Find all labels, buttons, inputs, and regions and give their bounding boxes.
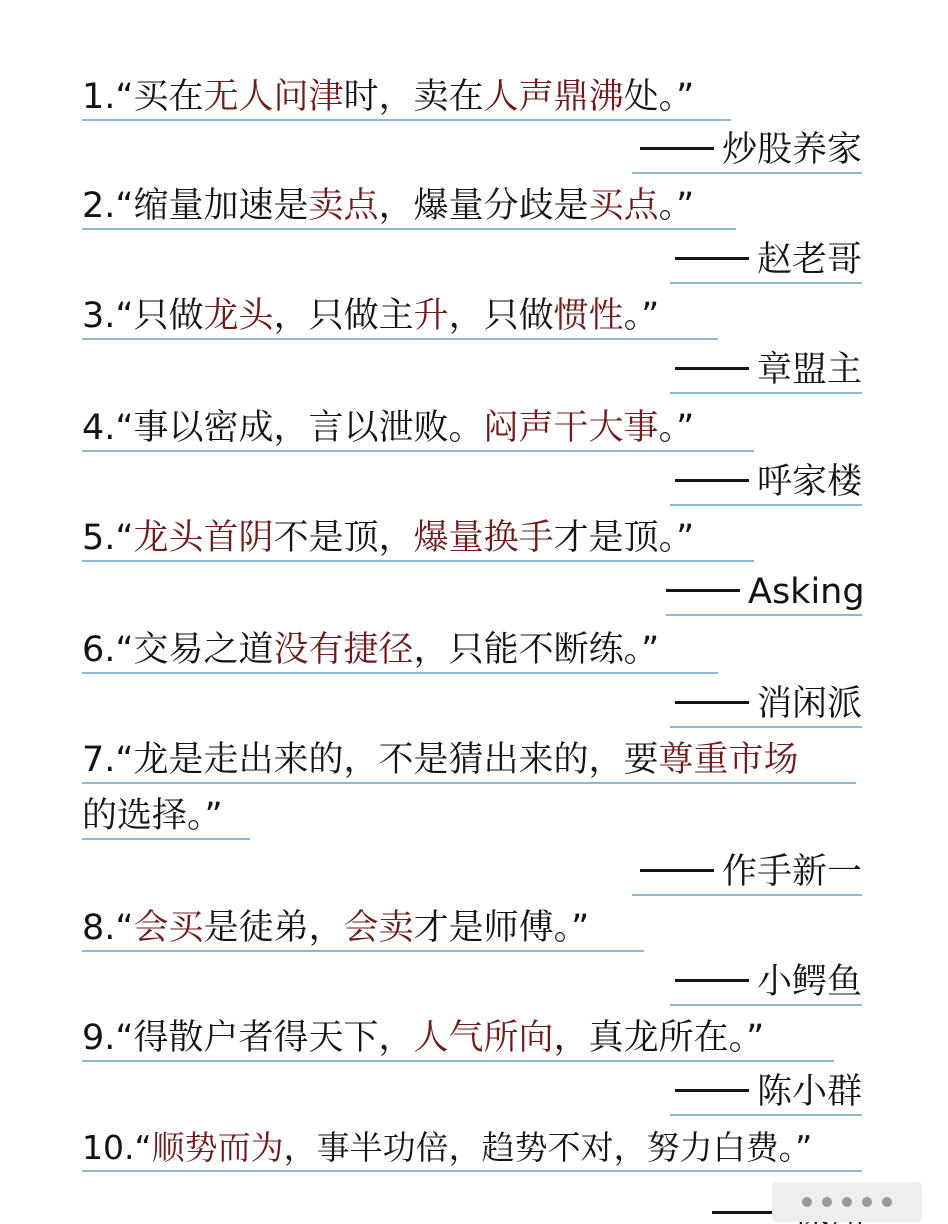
quote-highlight: 会买: [133, 908, 204, 948]
quote-highlight: 无人问津: [203, 77, 344, 117]
quote-2-author: [670, 236, 862, 284]
quote-highlight: 顺势而为: [151, 1128, 284, 1167]
em-dash: [675, 257, 749, 260]
quote-segment: 的选择。”: [82, 796, 223, 836]
quote-number: 7.: [82, 740, 116, 780]
quote-number: 8.: [82, 908, 116, 948]
quote-8-author: [670, 958, 862, 1006]
em-dash: [675, 701, 749, 704]
quote-segment: 是徒弟，: [203, 908, 344, 948]
quote-segment: “事以密成，言以泄败。: [115, 408, 484, 448]
watermark-dot: [802, 1197, 812, 1207]
author-name: 炒股养家: [721, 130, 862, 170]
quote-highlight: 卖点: [308, 186, 379, 226]
quote-highlight: 龙头: [203, 296, 274, 336]
quote-4: [82, 404, 754, 452]
quote-number: 2.: [82, 186, 116, 226]
quote-segment: ，只做: [448, 296, 554, 336]
quote-segment: ，爆量分歧是: [378, 186, 589, 226]
em-dash: [640, 147, 714, 150]
quote-segment: 。”: [623, 296, 660, 336]
watermark-dot: [882, 1197, 892, 1207]
quote-segment: “缩量加速是: [115, 186, 309, 226]
quote-3: [82, 292, 718, 340]
quote-segment: “只做: [115, 296, 204, 336]
quote-3-author: [670, 346, 862, 394]
quote-number: 1.: [82, 77, 116, 117]
quote-segment: “: [115, 518, 134, 558]
watermark-dot: [862, 1197, 872, 1207]
quote-7-author: [632, 848, 862, 896]
quote-8: [82, 904, 644, 952]
quote-highlight: 惯性: [553, 296, 624, 336]
quote-segment: ，只做主: [273, 296, 414, 336]
em-dash: [675, 367, 749, 370]
quote-segment: 才是顶。”: [553, 518, 695, 558]
watermark-overlay: [772, 1182, 922, 1222]
quote-segment: “交易之道: [115, 630, 274, 670]
quote-segment: “得散户者得天下，: [115, 1018, 414, 1058]
quote-6-author: [670, 680, 862, 728]
quote-6: [82, 626, 718, 674]
quote-segment: 。”: [658, 186, 695, 226]
quote-highlight: 人气所向: [413, 1018, 554, 1058]
quote-number: 4.: [82, 408, 116, 448]
author-name: 陈小群: [756, 1072, 862, 1112]
author-name: 赵老哥: [756, 240, 862, 280]
author-name: 呼家楼: [756, 462, 862, 502]
quote-number: 6.: [82, 630, 116, 670]
quote-5: [82, 514, 754, 562]
author-name: 小鳄鱼: [756, 962, 862, 1002]
quote-highlight: 没有捷径: [273, 630, 414, 670]
author-name: Asking: [748, 572, 865, 612]
em-dash: [675, 979, 749, 982]
quote-segment: 时，卖在: [343, 77, 484, 117]
quote-number: 5.: [82, 518, 116, 558]
watermark-dot: [842, 1197, 852, 1207]
em-dash: [675, 1089, 749, 1092]
quote-5-author: [666, 568, 865, 616]
quote-segment: “龙是走出来的，不是猜出来的，要: [115, 740, 659, 780]
quote-segment: 才是师傅。”: [413, 908, 590, 948]
quote-segment: “: [115, 908, 134, 948]
quote-segment: “买在: [115, 77, 204, 117]
quote-9: [82, 1014, 834, 1062]
quote-highlight: 升: [413, 296, 449, 336]
quote-4-author: [670, 458, 862, 506]
quote-highlight: 会卖: [343, 908, 414, 948]
quote-7-continuation: [82, 792, 250, 840]
quote-number: 10.: [82, 1128, 135, 1167]
quote-segment: ，只能不断练。”: [413, 630, 660, 670]
quote-segment: “: [134, 1128, 152, 1167]
quote-highlight: 人声鼎沸: [483, 77, 624, 117]
quote-9-author: [670, 1068, 862, 1116]
quote-1-author: [632, 126, 862, 174]
quote-highlight: 龙头首阴: [133, 518, 274, 558]
quote-1: [82, 73, 731, 121]
quote-7: [82, 736, 856, 784]
watermark-dot: [822, 1197, 832, 1207]
em-dash: [640, 869, 714, 872]
quote-highlight: 爆量换手: [413, 518, 554, 558]
quote-highlight: 闷声干大事: [483, 408, 659, 448]
quote-highlight: 买点: [588, 186, 659, 226]
quote-number: 3.: [82, 296, 116, 336]
author-name: 作手新一: [721, 852, 862, 892]
quote-segment: 。”: [658, 408, 695, 448]
quote-segment: ，真龙所在。”: [553, 1018, 765, 1058]
em-dash: [666, 589, 740, 592]
quote-number: 9.: [82, 1018, 116, 1058]
quote-highlight: 尊重市场: [658, 740, 799, 780]
quote-10: [82, 1124, 862, 1172]
author-name: 消闲派: [756, 684, 862, 724]
quote-segment: ，事半功倍，趋势不对，努力白费。”: [283, 1128, 813, 1167]
author-name: 章盟主: [756, 350, 862, 390]
quote-2: [82, 182, 736, 230]
em-dash: [675, 479, 749, 482]
quote-segment: 不是顶，: [273, 518, 414, 558]
quote-segment: 处。”: [623, 77, 695, 117]
